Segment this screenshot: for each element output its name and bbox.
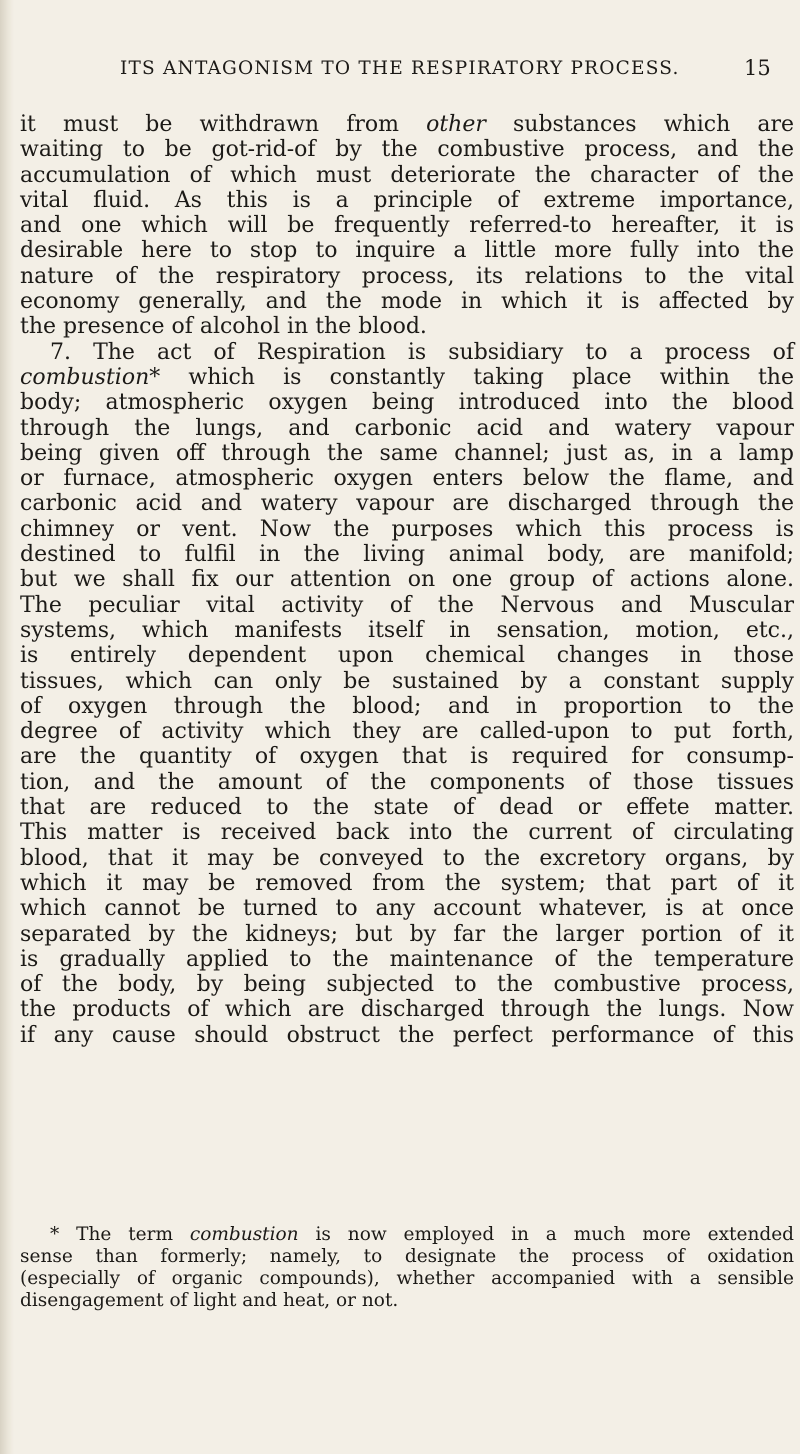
text-line: through the lungs, and carbonic acid and watery vapour	[20, 415, 794, 441]
text-line: body; atmospheric oxygen being introduced into the blood	[20, 390, 794, 416]
footnote-line: (especially of organic compounds), whether accompanied with a sensible	[20, 1268, 794, 1289]
italic-word: combustion	[20, 364, 150, 390]
text-line: combustion* which is constantly taking place within the	[20, 364, 794, 390]
text-line: or furnace, atmospheric oxygen enters below the flame, and	[20, 466, 794, 492]
text-line: desirable here to stop to inquire a little more fully into the	[20, 238, 794, 264]
paragraph-start-line: 7. The act of Respiration is subsidiary to a process of	[50, 339, 794, 365]
text-line: that are reduced to the state of dead or effete matter.	[20, 795, 794, 821]
body-text	[20, 112, 794, 1048]
text-line: This matter is received back into the current of circulating	[20, 820, 794, 846]
page-number: 15	[744, 56, 771, 80]
text-line: economy generally, and the mode in which it is affected by	[20, 289, 794, 315]
text-line: the products of which are discharged through the lungs. Now	[20, 997, 794, 1023]
text-line: tissues, which can only be sustained by a constant supply	[20, 668, 794, 694]
text-line: being given off through the same channel; just as, in a lamp	[20, 440, 794, 466]
text-line: which it may be removed from the system; that part of it	[20, 870, 794, 896]
text-line: chimney or vent. Now the purposes which this process is	[20, 516, 794, 542]
text-line: separated by the kidneys; but by far the larger portion of it	[20, 921, 794, 947]
text-line: waiting to be got-rid-of by the combustive process, and the	[20, 137, 794, 163]
footnote-line: disengagement of light and heat, or not.	[20, 1290, 399, 1311]
text-line: if any cause should obstruct the perfect performance of this	[20, 1022, 794, 1048]
text-line: but we shall fix our attention on one group of actions alone.	[20, 567, 794, 593]
text-line: which cannot be turned to any account whatever, is at once	[20, 896, 794, 922]
italic-word: combustion	[189, 1224, 299, 1245]
text-line: carbonic acid and watery vapour are discharged through the	[20, 491, 794, 517]
text-line: The peculiar vital activity of the Nervous and Muscular	[20, 592, 794, 618]
text-line: is entirely dependent upon chemical changes in those	[20, 643, 794, 669]
text-line: destined to fulfil in the living animal body, are manifold;	[20, 542, 794, 568]
footnote	[20, 1224, 794, 1312]
text-line: are the quantity of oxygen that is required for consump-	[20, 744, 794, 770]
running-head: ITS ANTAGONISM TO THE RESPIRATORY PROCESS.	[120, 58, 680, 79]
text-line: is gradually applied to the maintenance of the temperature	[20, 946, 794, 972]
footnote-line: * The term combustion is now employed in a much more extended	[50, 1224, 794, 1245]
text-line: tion, and the amount of the components of those tissues	[20, 769, 794, 795]
text-line: degree of activity which they are called-upon to put forth,	[20, 719, 794, 745]
footnote-line: sense than formerly; namely, to designate the process of oxidation	[20, 1246, 794, 1267]
text-line: and one which will be frequently referred-to hereafter, it is	[20, 213, 794, 239]
text-line: the presence of alcohol in the blood.	[20, 314, 427, 340]
text-line: blood, that it may be conveyed to the excretory organs, by	[20, 845, 794, 871]
text-line: accumulation of which must deteriorate the character of the	[20, 162, 794, 188]
text-line: of the body, by being subjected to the combustive process,	[20, 972, 794, 998]
text-line: nature of the respiratory process, its relations to the vital	[20, 263, 794, 289]
italic-word: other	[426, 112, 486, 137]
text-line: systems, which manifests itself in sensation, motion, etc.,	[20, 617, 794, 643]
text-line: of oxygen through the blood; and in proportion to the	[20, 693, 794, 719]
text-line: vital fluid. As this is a principle of extreme importance,	[20, 187, 794, 213]
text-line: it must be withdrawn from other substances which are	[20, 112, 795, 137]
